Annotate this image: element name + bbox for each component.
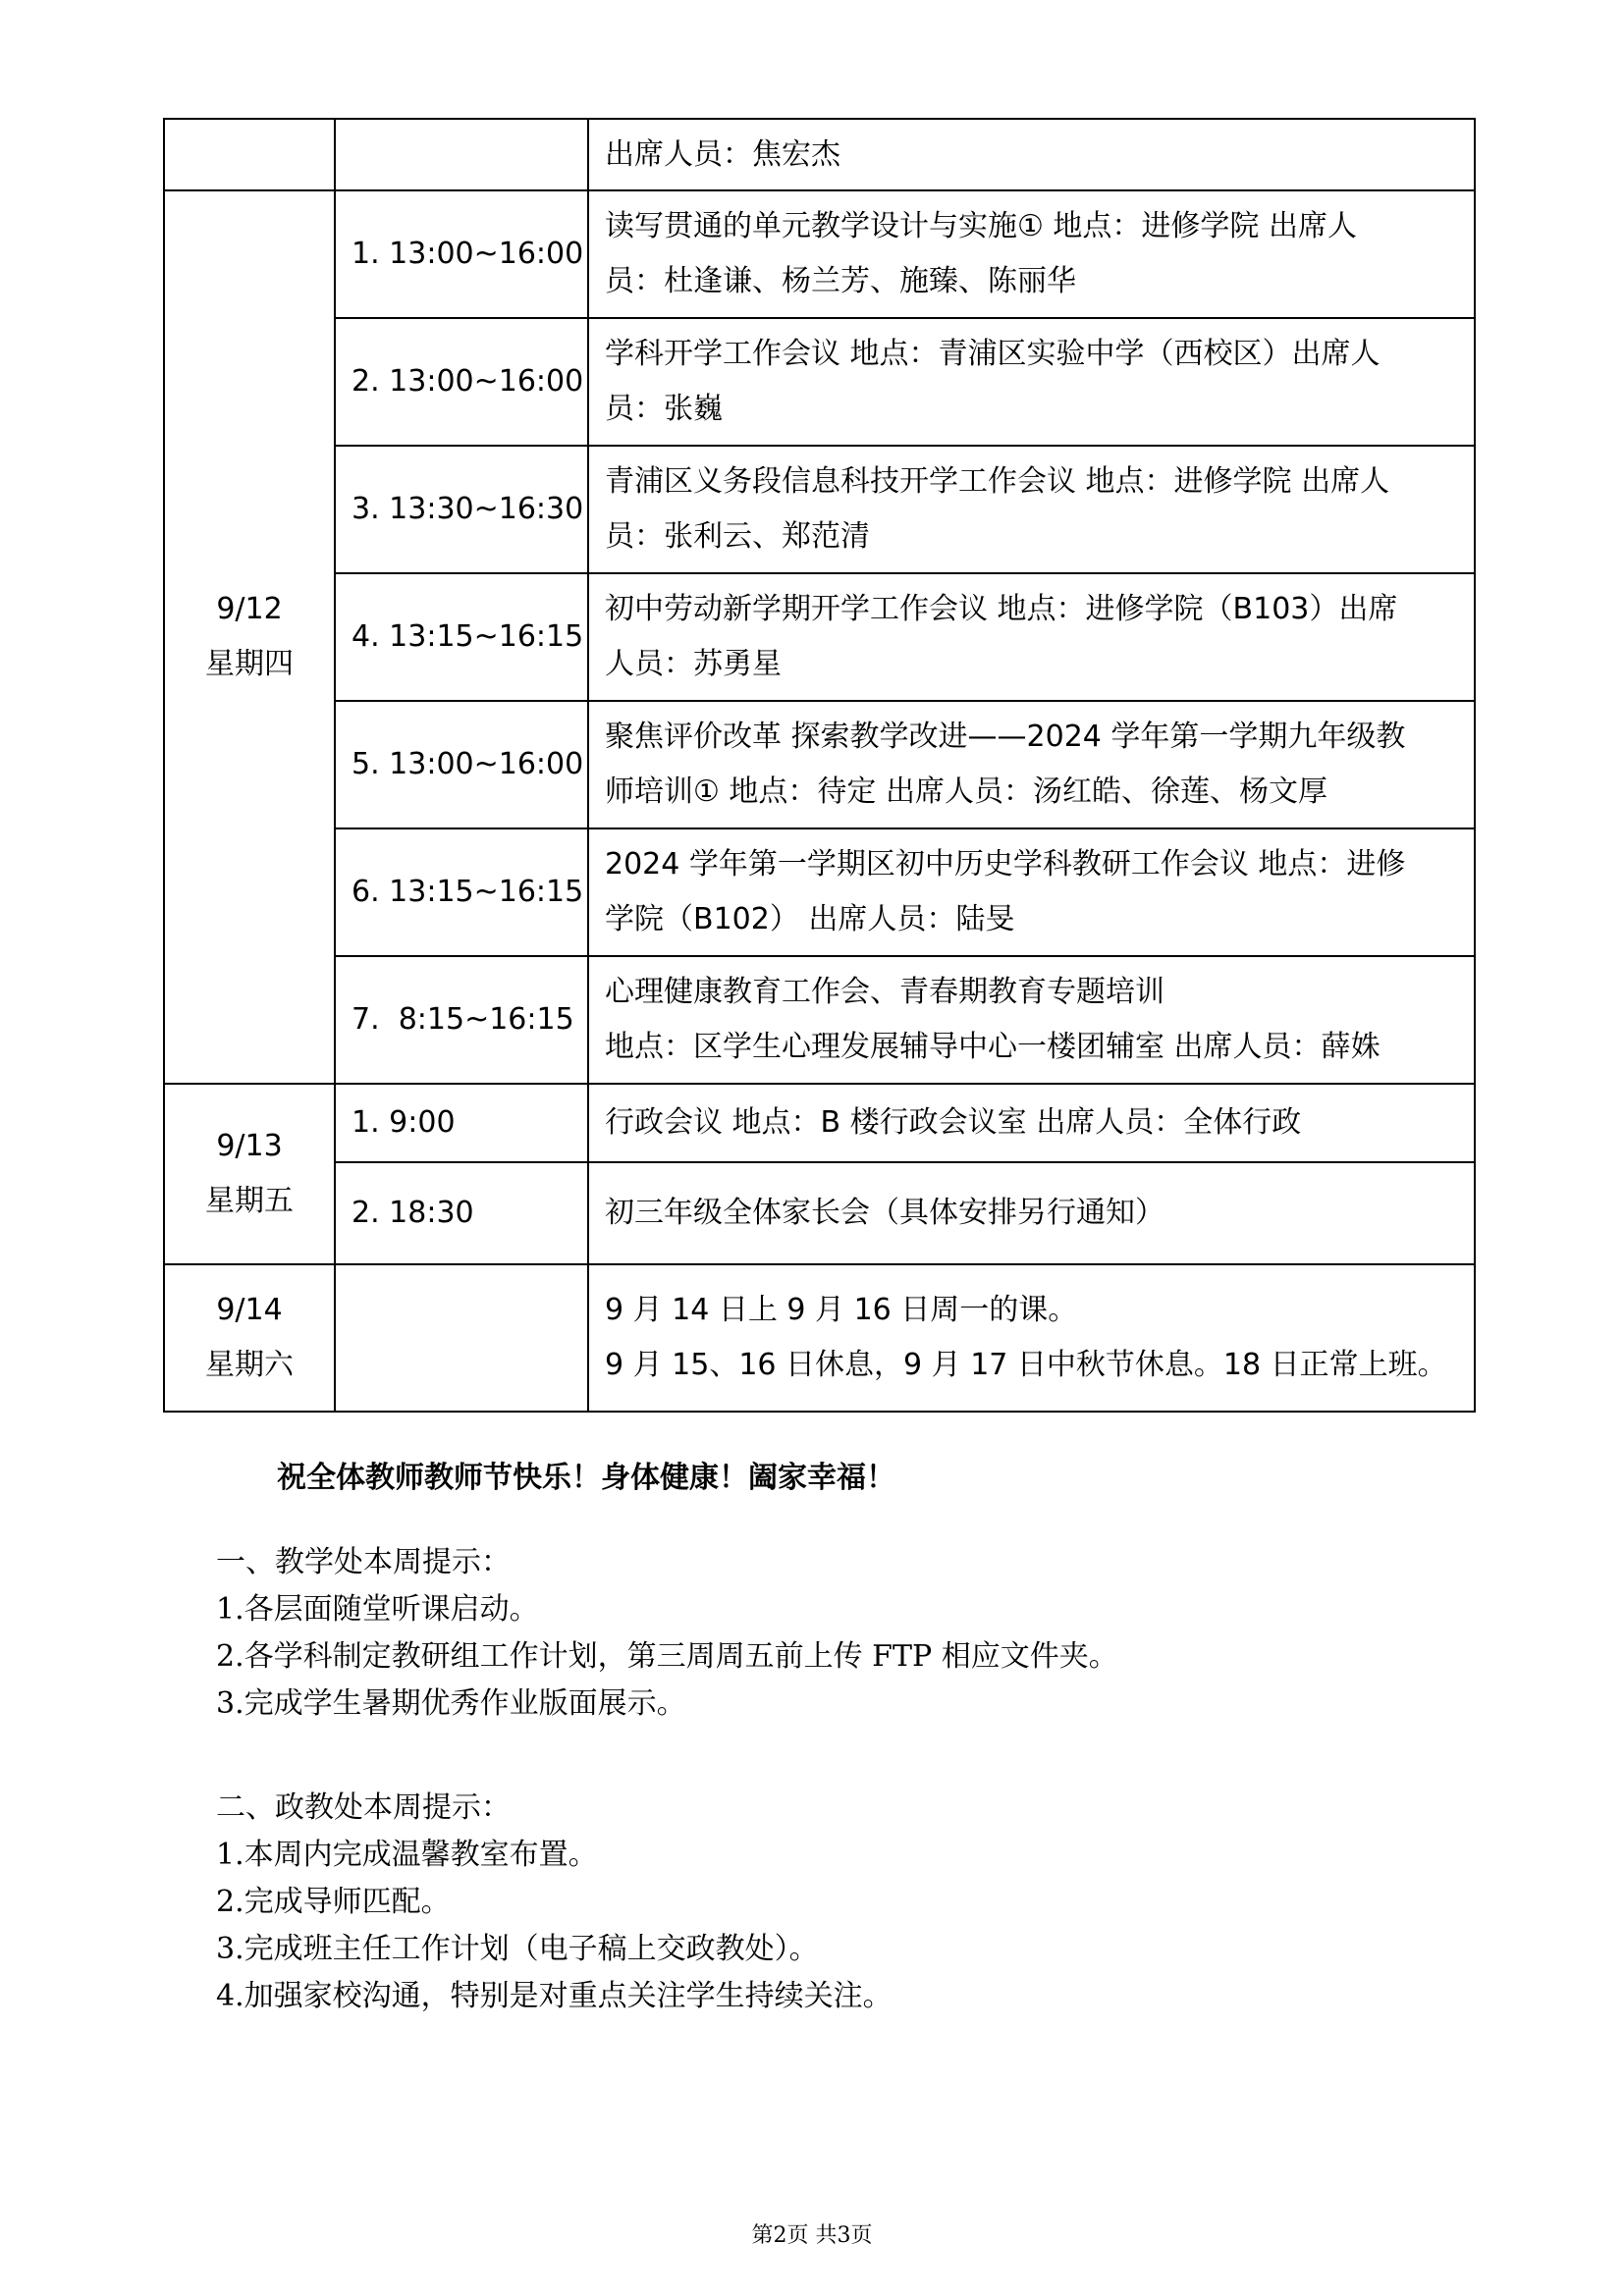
time-label: 5. 13:00~16:00	[352, 747, 584, 781]
content-cell	[588, 701, 1475, 828]
content-line: 青浦区义务段信息科技开学工作会议 地点：进修学院 出席人	[605, 464, 1390, 499]
content-cell	[588, 446, 1475, 573]
date-label: 9/12	[216, 592, 283, 626]
content-cell	[588, 1084, 1475, 1162]
time-cell	[335, 1162, 588, 1264]
notes-item: 3.完成学生暑期优秀作业版面展示。	[216, 1686, 686, 1721]
table-row	[164, 1264, 1475, 1412]
table-row	[164, 573, 1475, 701]
time-cell	[335, 318, 588, 446]
time-cell	[335, 573, 588, 701]
table-row	[164, 828, 1475, 956]
content-line: 9 月 15、16 日休息，9 月 17 日中秋节休息。18 日正常上班。	[605, 1348, 1447, 1382]
time-cell	[335, 1264, 588, 1412]
weekday-label: 星期五	[205, 1184, 294, 1218]
content-line: 出席人员：焦宏杰	[605, 136, 840, 172]
content-cell	[588, 1264, 1475, 1412]
content-line: 初三年级全体家长会（具体安排另行通知）	[605, 1196, 1164, 1230]
table-row	[164, 701, 1475, 828]
time-label: 6. 13:15~16:15	[352, 875, 584, 909]
table-row	[164, 1084, 1475, 1162]
time-label: 1. 9:00	[352, 1105, 456, 1140]
time-cell	[335, 119, 588, 190]
content-line: 心理健康教育工作会、青春期教育专题培训	[605, 975, 1164, 1009]
time-label: 3. 13:30~16:30	[352, 492, 584, 526]
time-label: 2. 13:00~16:00	[352, 364, 584, 399]
time-label: 2. 18:30	[352, 1196, 474, 1230]
content-line: 人员：苏勇星	[605, 647, 782, 681]
day-cell	[164, 1264, 335, 1412]
content-line: 员：张利云、郑范清	[605, 519, 870, 554]
notes-item: 2.完成导师匹配。	[216, 1885, 451, 1919]
content-cell	[588, 1162, 1475, 1264]
content-line: 员：张巍	[605, 392, 723, 426]
notes-item: 1.本周内完成温馨教室布置。	[216, 1838, 598, 1872]
schedule-table	[163, 118, 1476, 1413]
time-cell	[335, 956, 588, 1084]
time-label: 4. 13:15~16:15	[352, 619, 584, 654]
teaching-notes	[216, 1539, 1118, 1728]
content-line: 地点：区学生心理发展辅导中心一楼团辅室 出席人员：薛姝	[605, 1030, 1380, 1064]
content-cell	[588, 318, 1475, 446]
day-cell	[164, 119, 335, 190]
date-label: 9/13	[216, 1129, 283, 1163]
table-row	[164, 190, 1475, 318]
content-line: 读写贯通的单元教学设计与实施① 地点：进修学院 出席人	[605, 209, 1357, 243]
content-line: 聚焦评价改革 探索教学改进——2024 学年第一学期九年级教	[605, 720, 1406, 754]
notes-title: 一、教学处本周提示：	[216, 1545, 511, 1579]
content-line: 员：杜逢谦、杨兰芳、施臻、陈丽华	[605, 264, 1076, 298]
day-cell	[164, 1084, 335, 1264]
content-line: 9 月 14 日上 9 月 16 日周一的课。	[605, 1293, 1078, 1327]
content-cell	[588, 573, 1475, 701]
day-cell	[164, 190, 335, 1084]
time-cell	[335, 1084, 588, 1162]
table-row	[164, 318, 1475, 446]
time-label: 7. 8:15~16:15	[352, 1002, 574, 1037]
content-line: 学科开学工作会议 地点：青浦区实验中学（西校区）出席人	[605, 337, 1380, 371]
content-cell	[588, 828, 1475, 956]
weekday-label: 星期四	[205, 647, 294, 681]
notes-item: 4.加强家校沟通，特别是对重点关注学生持续关注。	[216, 1979, 893, 2013]
time-cell	[335, 446, 588, 573]
time-cell	[335, 701, 588, 828]
content-line: 师培训① 地点：待定 出席人员：汤红皓、徐莲、杨文厚	[605, 774, 1327, 809]
date-label: 9/14	[216, 1293, 283, 1327]
content-line: 2024 学年第一学期区初中历史学科教研工作会议 地点：进修	[605, 847, 1406, 881]
notes-item: 2.各学科制定教研组工作计划，第三周周五前上传 FTP 相应文件夹。	[216, 1639, 1118, 1674]
table-row	[164, 446, 1475, 573]
table-row	[164, 119, 1475, 190]
time-cell	[335, 828, 588, 956]
content-cell	[588, 956, 1475, 1084]
time-cell	[335, 190, 588, 318]
content-line: 初中劳动新学期开学工作会议 地点：进修学院（B103）出席	[605, 592, 1398, 626]
notes-item: 1.各层面随堂听课启动。	[216, 1592, 539, 1627]
weekday-label: 星期六	[205, 1348, 294, 1382]
moral-notes	[216, 1785, 893, 2020]
greeting-text: 祝全体教师教师节快乐！身体健康！阖家幸福！	[277, 1461, 895, 1495]
notes-title: 二、政教处本周提示：	[216, 1790, 511, 1825]
page-footer: 第2页 共3页	[751, 2223, 873, 2248]
content-cell	[588, 190, 1475, 318]
content-cell	[588, 119, 1475, 190]
time-label: 1. 13:00~16:00	[352, 237, 584, 271]
table-row	[164, 1162, 1475, 1264]
content-line: 学院（B102） 出席人员：陆旻	[605, 902, 1015, 936]
content-line: 行政会议 地点：B 楼行政会议室 出席人员：全体行政	[605, 1105, 1302, 1140]
notes-item: 3.完成班主任工作计划（电子稿上交政教处）。	[216, 1932, 819, 1966]
table-row	[164, 956, 1475, 1084]
